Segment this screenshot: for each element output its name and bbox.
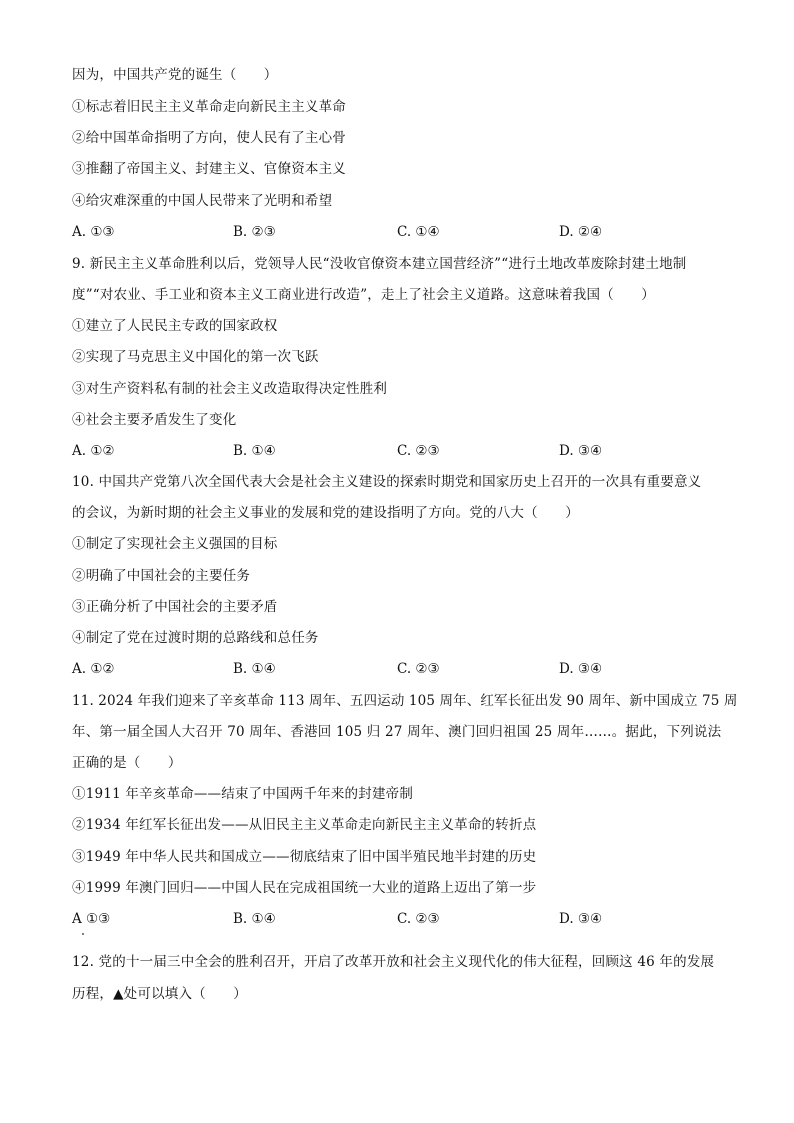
answer-options bbox=[72, 910, 732, 928]
statement-item: ①建立了人民民主专政的国家政权 bbox=[72, 318, 278, 334]
option-b[interactable]: B. ①④ bbox=[233, 443, 276, 459]
answer-options bbox=[72, 442, 732, 460]
option-d[interactable]: D. ③④ bbox=[559, 911, 603, 927]
answer-options bbox=[72, 660, 732, 678]
question-9-stem: 度”“对农业、手工业和资本主义工商业进行改造”，走上了社会主义道路。这意味着我国（ ） bbox=[72, 287, 656, 303]
statement-item: ③推翻了帝国主义、封建主义、官僚资本主义 bbox=[72, 161, 346, 177]
statement-item: ②明确了中国社会的主要任务 bbox=[72, 568, 251, 584]
question-stem: 因为，中国共产党的诞生（ ） bbox=[72, 67, 278, 83]
option-c[interactable]: C. ②③ bbox=[397, 661, 440, 677]
option-b[interactable]: B. ②③ bbox=[233, 224, 276, 240]
option-b[interactable]: B. ①④ bbox=[233, 911, 276, 927]
statement-item: ①标志着旧民主主义革命走向新民主主义革命 bbox=[72, 99, 346, 115]
question-11-stem: 11. 2024 年我们迎来了辛亥革命 113 周年、五四运动 105 周年、红军长征出发 90 周年、新中国成立 75 周 bbox=[72, 693, 738, 709]
question-11-stem: 年、第一届全国人大召开 70 周年、香港回 105 归 27 周年、澳门回归祖国 25 周年……。据此，下列说法 bbox=[72, 724, 722, 740]
option-a[interactable]: A. ①② bbox=[72, 661, 115, 677]
stray-dot bbox=[82, 933, 84, 935]
option-c[interactable]: C. ②③ bbox=[397, 911, 440, 927]
statement-item: ①1911 年辛亥革命——结束了中国两千年来的封建帝制 bbox=[72, 786, 414, 802]
statement-item: ②实现了马克思主义中国化的第一次飞跃 bbox=[72, 349, 319, 365]
question-10-stem: 的会议，为新时期的社会主义事业的发展和党的建设指明了方向。党的八大（ ） bbox=[72, 505, 579, 521]
option-a[interactable]: A ①③ bbox=[72, 911, 111, 927]
statement-item: ④1999 年澳门回归——中国人民在完成祖国统一大业的道路上迈出了第一步 bbox=[72, 880, 537, 896]
question-11-stem: 正确的是（ ） bbox=[72, 755, 182, 771]
option-c[interactable]: C. ①④ bbox=[397, 224, 440, 240]
question-9-stem: 9. 新民主主义革命胜利以后，党领导人民“没收官僚资本建立国营经济”“进行土地改革废除封建土地制 bbox=[72, 256, 687, 272]
statement-item: ③对生产资料私有制的社会主义改造取得决定性胜利 bbox=[72, 381, 388, 397]
statement-item: ④制定了党在过渡时期的总路线和总任务 bbox=[72, 630, 319, 646]
option-a[interactable]: A. ①③ bbox=[72, 224, 115, 240]
question-12-stem: 12. 党的十一届三中全会的胜利召开，开启了改革开放和社会主义现代化的伟大征程，回顾这 46 年的发展 bbox=[72, 954, 715, 970]
option-d[interactable]: D. ③④ bbox=[559, 661, 603, 677]
statement-item: ④给灾难深重的中国人民带来了光明和希望 bbox=[72, 193, 333, 209]
statement-item: ④社会主要矛盾发生了变化 bbox=[72, 412, 237, 428]
option-b[interactable]: B. ①④ bbox=[233, 661, 276, 677]
statement-item: ②1934 年红军长征出发——从旧民主主义革命走向新民主主义革命的转折点 bbox=[72, 817, 537, 833]
statement-item: ③1949 年中华人民共和国成立——彻底结束了旧中国半殖民地半封建的历史 bbox=[72, 849, 537, 865]
statement-item: ①制定了实现社会主义强国的目标 bbox=[72, 536, 278, 552]
answer-options bbox=[72, 223, 732, 241]
option-d[interactable]: D. ③④ bbox=[559, 443, 603, 459]
option-a[interactable]: A. ①② bbox=[72, 443, 115, 459]
option-c[interactable]: C. ②③ bbox=[397, 443, 440, 459]
statement-item: ③正确分析了中国社会的主要矛盾 bbox=[72, 599, 278, 615]
question-10-stem: 10. 中国共产党第八次全国代表大会是社会主义建设的探索时期党和国家历史上召开的一次具有重要意义 bbox=[72, 474, 702, 490]
statement-item: ②给中国革命指明了方向，使人民有了主心骨 bbox=[72, 130, 346, 146]
option-d[interactable]: D. ②④ bbox=[559, 224, 603, 240]
question-12-stem: 历程，▲处可以填入（ ） bbox=[72, 986, 247, 1002]
